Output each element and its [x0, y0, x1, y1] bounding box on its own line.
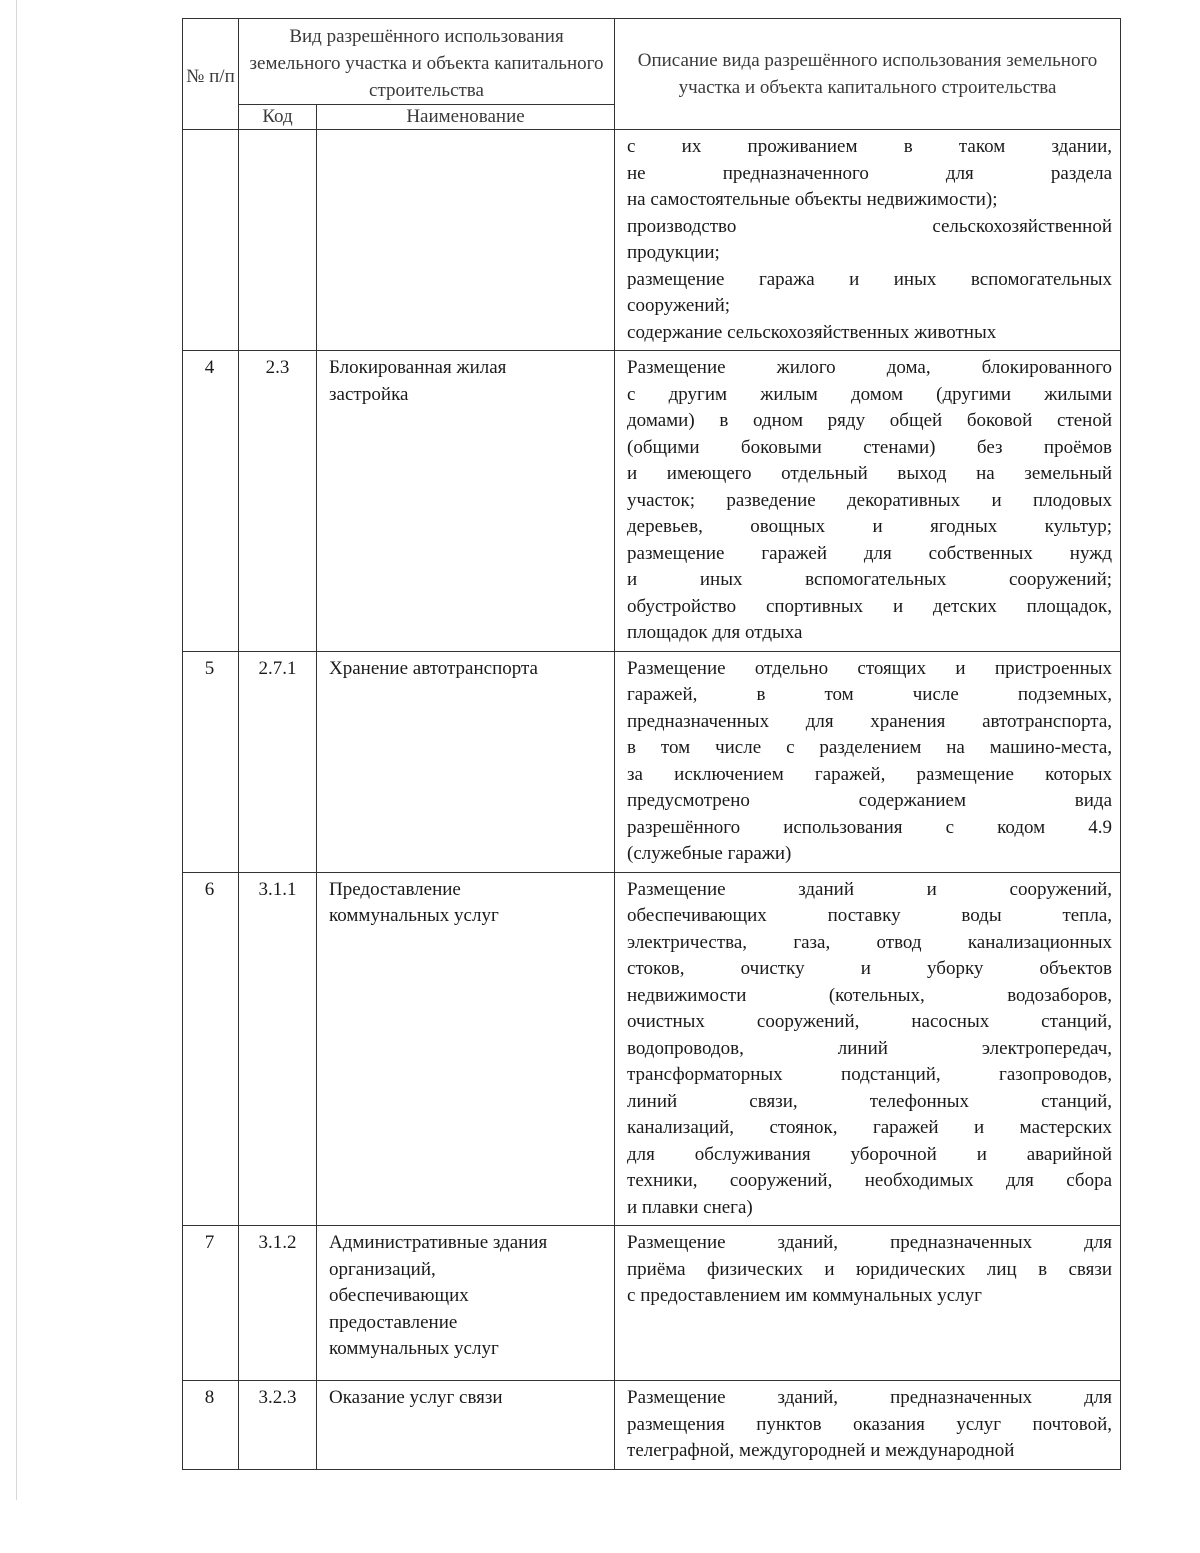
desc-line: размещение гаража и иных вспомогательных: [627, 268, 1113, 290]
desc-line: продукции;: [627, 242, 720, 263]
header-group: Вид разрешённого использования земельного участка и объекта капитального строительства: [239, 19, 615, 105]
desc-line: Размещение зданий, предназначенных для: [627, 1387, 1113, 1408]
name-line: Оказание услуг связи: [329, 1387, 503, 1408]
desc-line: стоков, очистку и уборку объектов: [627, 958, 1113, 979]
table-row: [183, 872, 1121, 1226]
desc-line: трансформаторных подстанций, газопроводов,: [627, 1064, 1113, 1085]
desc-line: гаражей, в том числе подземных,: [627, 684, 1113, 705]
cell-num: 7: [183, 1226, 239, 1381]
desc-line: деревьев, овощных и ягодных культур;: [627, 516, 1113, 537]
desc-line: домами) в одном ряду общей боковой стеной: [627, 410, 1113, 431]
cell-name: [317, 130, 615, 351]
cell-num: [183, 130, 239, 351]
desc-line: (общими боковыми стенами) без проёмов: [627, 436, 1113, 458]
desc-line: очистных сооружений, насосных станций,: [627, 1011, 1113, 1032]
desc-line: площадок для отдыха: [627, 622, 803, 643]
desc-line: приёма физических и юридических лиц в связи: [627, 1258, 1113, 1280]
table-row: [183, 1381, 1121, 1470]
desc-line: и плавки снега): [627, 1196, 753, 1218]
name-line: застройка: [329, 383, 409, 405]
name-line: Административные здания: [329, 1232, 548, 1253]
desc-line: размещения пунктов оказания услуг почтовой,: [627, 1413, 1113, 1435]
cell-name: [317, 651, 615, 872]
name-line: Предоставление: [329, 878, 461, 900]
cell-description: [615, 1381, 1121, 1470]
cell-description: [615, 130, 1121, 351]
desc-line: Размещение отдельно стоящих и пристроенных: [627, 657, 1113, 679]
desc-line: и иных вспомогательных сооружений;: [627, 569, 1113, 590]
table-row: [183, 351, 1121, 652]
cell-num: 8: [183, 1381, 239, 1470]
scan-edge-line: [16, 0, 17, 1500]
desc-line: разрешённого использования с кодом 4.9: [627, 816, 1113, 838]
desc-line: канализаций, стоянок, гаражей и мастерских: [627, 1117, 1113, 1138]
table-row: [183, 651, 1121, 872]
cell-name: [317, 1381, 615, 1470]
desc-line: для обслуживания уборочной и аварийной: [627, 1143, 1113, 1165]
name-line: обеспечивающих: [329, 1285, 469, 1306]
cell-code: 3.1.1: [239, 872, 317, 1226]
cell-name: [317, 872, 615, 1226]
table-row: [183, 1226, 1121, 1381]
desc-line: телеграфной, междугородней и международной: [627, 1440, 1015, 1461]
desc-line: Размещение зданий и сооружений,: [627, 878, 1113, 900]
desc-line: производство сельскохозяйственной: [627, 215, 1113, 237]
cell-description: [615, 351, 1121, 652]
desc-line: с их проживанием в таком здании,: [627, 136, 1113, 157]
desc-line: размещение гаражей для собственных нужд: [627, 542, 1113, 564]
desc-line: электричества, газа, отвод канализационных: [627, 931, 1113, 953]
name-line: предоставление: [329, 1311, 458, 1333]
cell-description: [615, 651, 1121, 872]
table-body: [183, 130, 1121, 1470]
cell-name: [317, 1226, 615, 1381]
header-num: № п/п: [183, 19, 239, 130]
desc-line: водопроводов, линий электропередач,: [627, 1037, 1113, 1059]
cell-code: [239, 130, 317, 351]
desc-line: обеспечивающих поставку воды тепла,: [627, 905, 1113, 926]
cell-name: [317, 351, 615, 652]
desc-line: предусмотрено содержанием вида: [627, 790, 1113, 811]
desc-line: Размещение зданий, предназначенных для: [627, 1232, 1113, 1253]
cell-code: 2.3: [239, 351, 317, 652]
header-code: Код: [239, 105, 317, 130]
desc-line: с предоставлением им коммунальных услуг: [627, 1285, 982, 1306]
desc-line: Размещение жилого дома, блокированного: [627, 357, 1113, 378]
cell-description: [615, 872, 1121, 1226]
cell-num: 5: [183, 651, 239, 872]
land-use-table: [182, 18, 1121, 1470]
desc-line: (служебные гаражи): [627, 843, 792, 864]
desc-line: сооружений;: [627, 295, 731, 316]
header-description: Описание вида разрешённого использования земельного участка и объекта капитального строительства: [615, 19, 1121, 130]
desc-line: не предназначенного для раздела: [627, 162, 1113, 184]
desc-line: за исключением гаражей, размещение которых: [627, 763, 1113, 785]
cell-description: [615, 1226, 1121, 1381]
cell-code: 2.7.1: [239, 651, 317, 872]
name-line: коммунальных услуг: [329, 1338, 499, 1359]
name-line: Хранение автотранспорта: [329, 657, 538, 679]
desc-line: на самостоятельные объекты недвижимости);: [627, 189, 998, 210]
desc-line: содержание сельскохозяйственных животных: [627, 321, 997, 343]
desc-line: обустройство спортивных и детских площадок,: [627, 595, 1113, 617]
cell-num: 6: [183, 872, 239, 1226]
desc-line: и имеющего отдельный выход на земельный: [627, 463, 1113, 484]
name-line: организаций,: [329, 1258, 436, 1280]
desc-line: линий связи, телефонных станций,: [627, 1090, 1113, 1112]
header-name: Наименование: [317, 105, 615, 130]
cell-num: 4: [183, 351, 239, 652]
desc-line: предназначенных для хранения автотранспорта,: [627, 710, 1113, 732]
desc-line: в том числе с разделением на машино-места,: [627, 737, 1113, 758]
desc-line: недвижимости (котельных, водозаборов,: [627, 984, 1113, 1006]
desc-line: участок; разведение декоративных и плодовых: [627, 489, 1113, 511]
cell-code: 3.2.3: [239, 1381, 317, 1470]
desc-line: техники, сооружений, необходимых для сбора: [627, 1170, 1113, 1191]
cell-code: 3.1.2: [239, 1226, 317, 1381]
desc-line: с другим жилым домом (другими жилыми: [627, 383, 1113, 405]
name-line: коммунальных услуг: [329, 905, 499, 926]
name-line: Блокированная жилая: [329, 357, 507, 378]
table-row-continuation: [183, 130, 1121, 351]
